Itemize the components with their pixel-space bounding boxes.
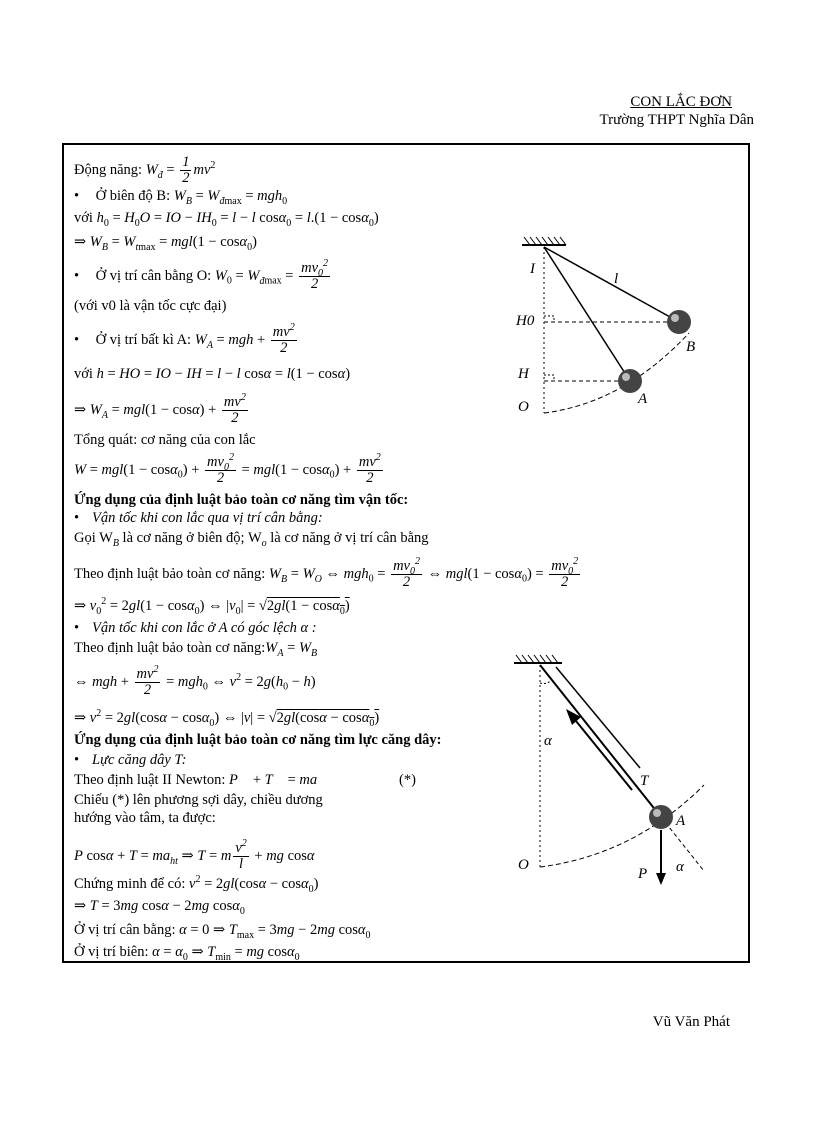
line-any-position-A: • Ở vị trí bất kì A: $W_A$ = mgh + $\frac{mv^2}{2}$	[74, 325, 299, 356]
line-call-W: Gọi $W_B$ là cơ năng ở biên độ; $W_o$ là cơ năng ở vị trí cân bằng	[74, 530, 429, 549]
fig1-label-A: A	[638, 391, 648, 407]
fig1-label-H0: H0	[516, 313, 535, 329]
line-conservation-2: Theo định luật bảo toàn cơ $năng:W_A = W_B$	[74, 640, 318, 659]
line-Tmax: Ở vị trí cân bằng: α = 0 ⇒ $T_{max} = 3mg - 2mg$ cosα$_0$	[74, 922, 371, 941]
line-newton: Theo định luật II Newton: P⃗ + T⃗ = ma⃗ (*)	[74, 772, 416, 788]
line-T-result: ⇒ T = 3mg cosα − 2mg cosα$_0$	[74, 898, 245, 917]
line-amplitude-B: • Ở biên độ B: $W_B = W_{đmax} = mgh_0$	[74, 187, 287, 205]
line-general: Tổng quát: cơ năng của con lắc	[74, 432, 256, 448]
footer-author: Vũ Văn Phát	[652, 1014, 730, 1030]
pendulum-diagram-1	[504, 233, 744, 423]
line-Tmin: Ở vị trí biên: $\alpha = \alpha_0$ ⇒ $T_{min}$ = mg cosα$_0$	[74, 944, 300, 963]
heading-tension: Ứng dụng của định luật bảo toàn cơ năng tìm lực căng dây:	[74, 732, 442, 748]
line-equilibrium-O: • Ở vị trí cân bằng O: $W_0 = W_{đmax}$ = $\frac{mv_0^2}{2}$	[74, 261, 332, 292]
fig2-label-T: T	[640, 773, 649, 789]
fig2-label-O: O	[518, 857, 529, 873]
fig1-label-B: B	[686, 339, 696, 355]
fig2-label-A: A	[676, 813, 686, 829]
line-WA: ⇒ $W_A = mgl(1 - \cos\alpha)$ + $\frac{mv^2}{2}$	[74, 392, 246, 426]
fig1-label-O: O	[518, 399, 529, 415]
line-tension-eq: P $\cos\alpha + T = ma_{ht}$ ⇒ T = m $\frac{v^2}{l}$ + mg cosα	[74, 838, 315, 872]
line-h0: với $h_0 = H_0O$ = IO − $IH_0 = l - l$ cosα$_0$ = l.(1 − cosα$_0$)	[74, 210, 379, 229]
line-v-result: ⇒ $v^2 = 2gl(\cos\alpha - \cos\alpha_0)$ ⇔ |v| = √2gl(cosα − cosα$_0$)	[74, 708, 380, 729]
fig2-label-P: P	[638, 866, 648, 882]
line-v0-result: ⇒ $v_0^2 = 2gl(1 - \cos\alpha_0)$ ⇔ $|v_0| = √2gl(1 - \cos\alpha_0)$	[74, 596, 350, 617]
line-projection: Chiếu (*) lên phương sợi dây, chiều dương	[74, 792, 323, 808]
line-v0-note: (với v0 là vận tốc cực đại)	[74, 298, 227, 314]
fig1-label-l: l	[614, 271, 619, 287]
heading-velocity: Ứng dụng của định luật bảo toàn cơ năng tìm vận tốc:	[74, 492, 409, 508]
sub-velocity-at-A: • Vận tốc khi con lắc ở A có góc lệch α :	[74, 619, 317, 637]
fig1-label-I: I	[530, 261, 535, 277]
pendulum-diagram-2	[504, 645, 744, 895]
content-box	[62, 143, 750, 963]
line-h: với h = HO = IO − IH = l − l cosα = l(1 − cosα)	[74, 366, 351, 382]
line-kinetic-energy: Động năng: $W_đ$ = $\frac{1}{2}$ $mv^2$	[74, 154, 216, 186]
fig1-label-H: H	[518, 366, 529, 382]
fig2-label-alpha-bottom: α	[676, 859, 684, 875]
line-toward-center: hướng vào tâm, ta được:	[74, 810, 216, 826]
document-title: CON LẮC ĐƠN	[630, 94, 732, 110]
fig2-label-alpha-top: α	[544, 733, 552, 749]
line-mgh-equation: ⇔ mgh + $\frac{mv^2}{2}$ = mgh$_0$ ⇔ $v^2 = 2g(h_0 - h)$	[74, 664, 316, 698]
sub-tension: • Lực căng dây T:	[74, 751, 187, 769]
sub-velocity-equilibrium: • Vận tốc khi con lắc qua vị trí cân bằng:	[74, 509, 323, 527]
school-name: Trường THPT Nghĩa Dân	[599, 112, 754, 128]
line-conservation-1: Theo định luật bảo toàn cơ năng: $W_B = W_O$ ⇔ mgh$_0$ = $\frac{mv_0^2}{2}$ ⇔ mgl(1 − cosα$_0$) = $\frac{mv_0^2}{2}$	[74, 556, 579, 590]
line-total-energy: W = mgl(1 − cosα$_0$) + $\frac{mv_0^2}{2}$ = mgl(1 − cosα$_0$) + $\frac{mv^2}{2}$	[74, 452, 381, 486]
line-prove: Chứng minh để có: $v^2 = 2gl(\cos\alpha - \cos\alpha_0)$	[74, 874, 319, 895]
line-WB: ⇒ $W_B = W_{tmax} = mgl(1 - \cos\alpha_0)$	[74, 234, 258, 253]
